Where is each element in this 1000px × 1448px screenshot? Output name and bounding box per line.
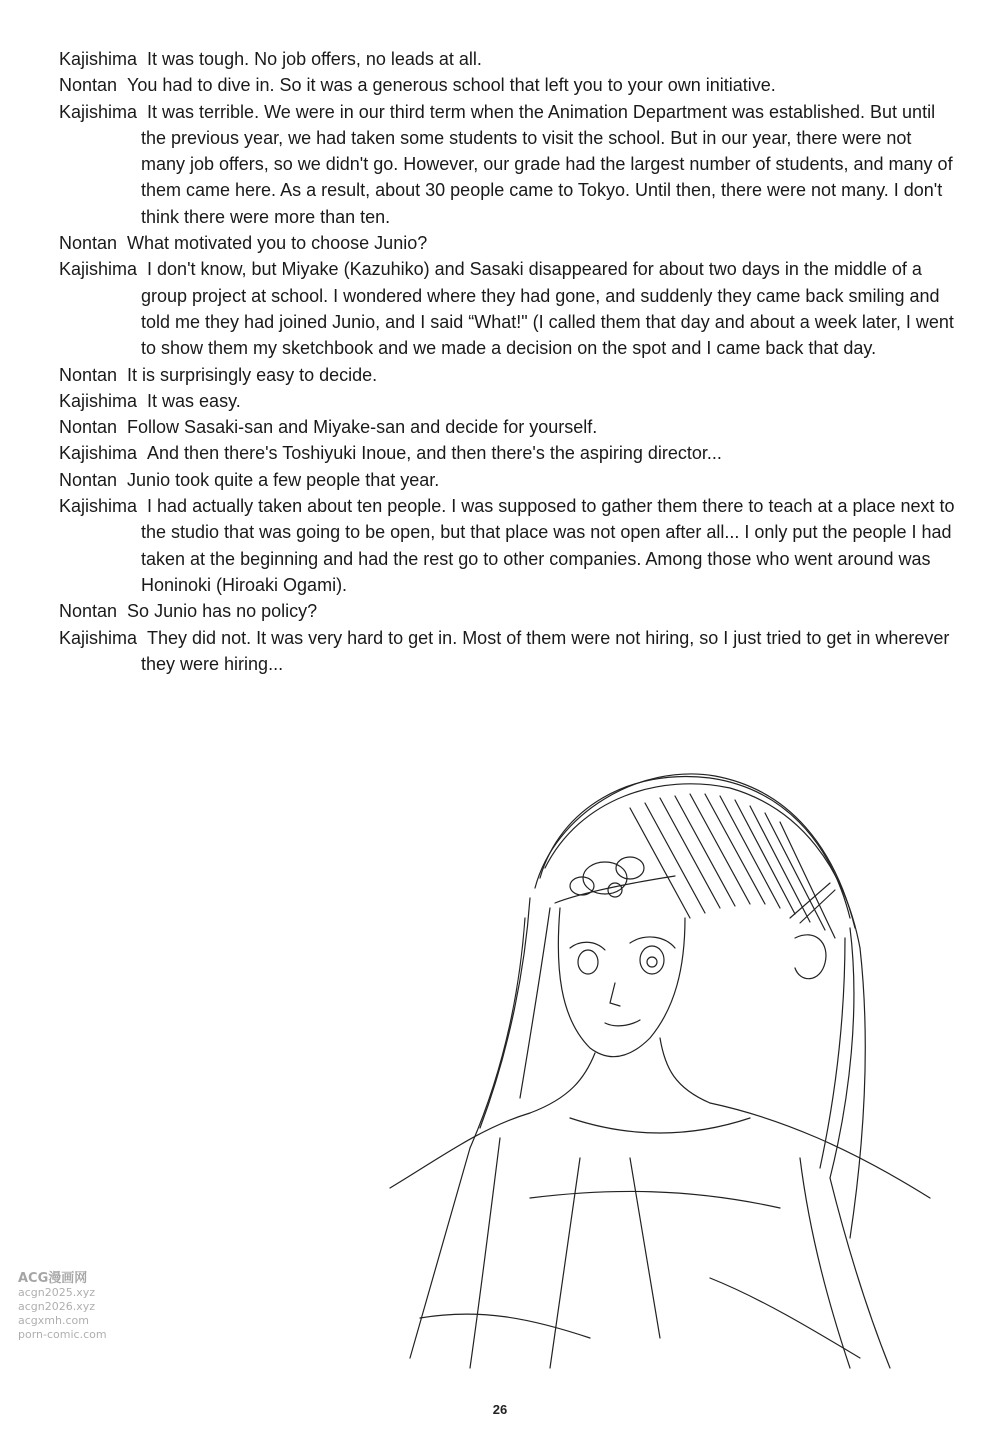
speech-text: So Junio has no policy? [127,601,318,622]
speaker-name: Kajishima [59,259,138,280]
dialogue-turn [59,625,959,678]
speech-text: Junio took quite a few people that year. [127,469,440,490]
dialogue-turn [59,440,959,466]
character-sketch [330,718,970,1378]
speech-text: You had to dive in. So it was a generous school that left you to your own initiative. [127,75,776,96]
speech-text: And then there's Toshiyuki Inoue, and then there's the aspiring director... [147,443,722,464]
speaker-name: Nontan [59,75,118,96]
dialogue-turn [59,388,959,414]
speaker-name: Nontan [59,364,118,385]
speaker-name: Kajishima [59,49,138,69]
dialogue-turn [59,72,959,98]
dialogue-turn [59,256,959,361]
speaker-name: Kajishima [59,101,138,122]
dialogue-turn [59,493,959,598]
watermark-line: acgxmh.com [18,1314,89,1327]
watermark-line: porn-comic.com [18,1328,107,1341]
speaker-name: Nontan [59,417,118,438]
speech-text: I had actually taken about ten people. I was supposed to gather them there to teach at a place next to the studio that was going to be open, but that place was not open after all... I only put the people I had taken at the beginning and had the rest go to other companies. Among those who went around was Honinoki (Hiroaki Ogami). [141,496,955,595]
dialogue-turn [59,99,959,230]
speaker-name: Nontan [59,601,118,622]
speech-text: It was easy. [147,390,241,411]
speaker-name: Nontan [59,233,118,254]
speaker-name: Kajishima [59,390,138,411]
site-watermark [18,1272,122,1342]
interview-transcript [59,46,959,677]
speech-text: It is surprisingly easy to decide. [127,364,378,385]
speaker-name: Kajishima [59,443,138,464]
pencil-sketch-illustration [330,718,970,1378]
dialogue-turn [59,414,959,440]
speech-text: It was terrible. We were in our third term when the Animation Department was established. But until the previous year, we had taken some students to visit the school. But in our year, there were not many job offers, so we didn't go. However, our grade had the largest number of students, and many of them came here. As a result, about 30 people came to Tokyo. Until then, there were not many. I don't think there were more than ten. [141,101,953,227]
speech-text: Follow Sasaki-san and Miyake-san and decide for yourself. [127,417,598,438]
page-number: 26 [492,1402,508,1417]
watermark-line: acgn2026.xyz [18,1300,96,1313]
dialogue-turn [59,362,959,388]
speaker-name: Nontan [59,469,118,490]
speaker-name: Kajishima [59,496,138,517]
speaker-name: Kajishima [59,627,138,648]
speech-text: What motivated you to choose Junio? [127,233,428,254]
speech-text: It was tough. No job offers, no leads at all. [147,49,482,69]
dialogue-turn [59,467,959,493]
speech-text: I don't know, but Miyake (Kazuhiko) and Sasaki disappeared for about two days in the middle of a group project at school. I wondered where they had gone, and suddenly they came back smiling and told me they had joined Junio, and I said “What!" (I called them that day and about a week later, I went to show them my sketchbook and we made a decision on the spot and I came back that day. [141,259,954,359]
dialogue-turn [59,598,959,624]
dialogue-turn [59,46,959,72]
watermark-logo: ACG漫画网 [18,1271,88,1286]
dialogue-turn [59,230,959,256]
speech-text: They did not. It was very hard to get in. Most of them were not hiring, so I just tried to get in wherever they were hiring... [141,627,950,674]
watermark-line: acgn2025.xyz [18,1286,96,1299]
